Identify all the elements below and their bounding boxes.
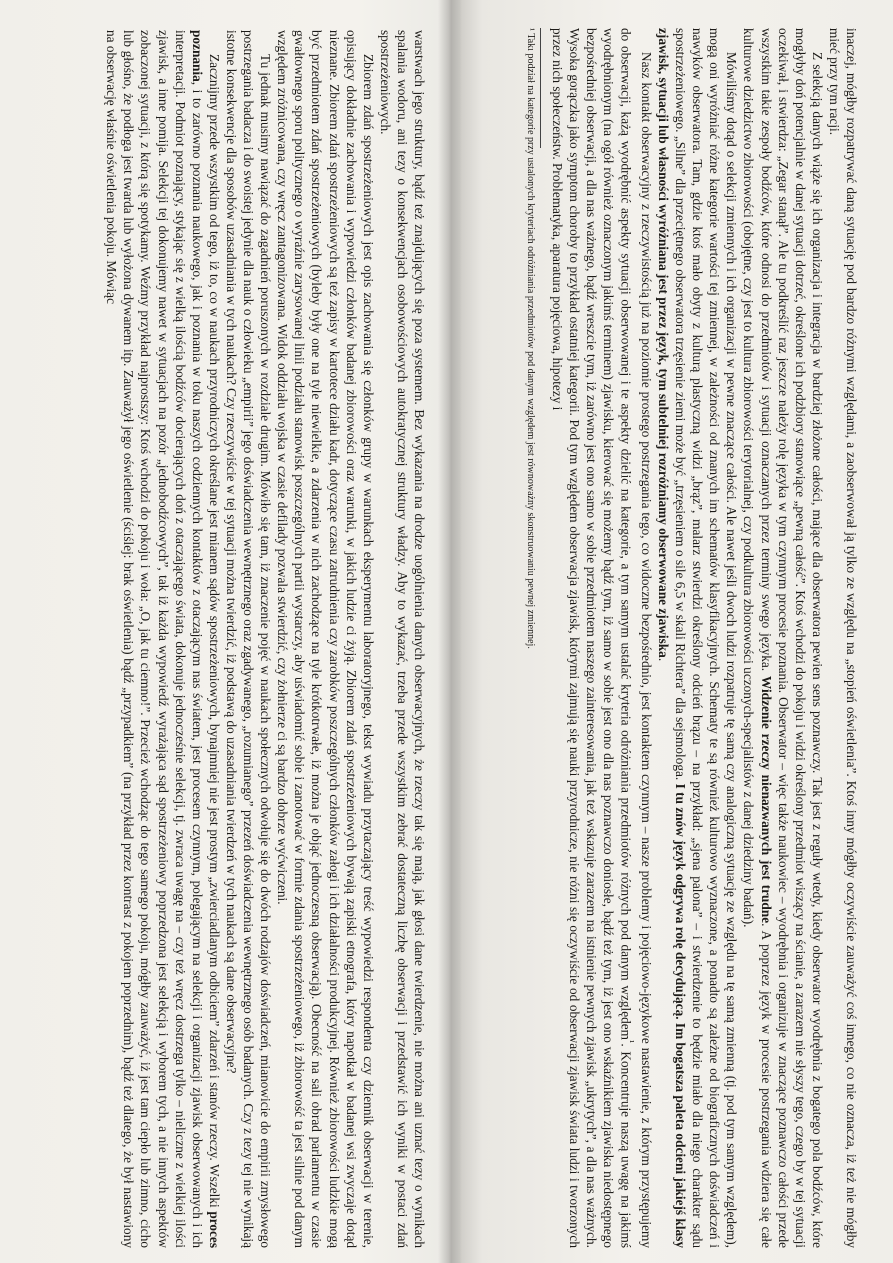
footnote: ¹ Takı podział na kategorie przy ustalonych kryteriach odróżniania przedmiotów pod danym względem jest równoważny skonstruowaniu pewnej zmiennej. <box>524 28 536 649</box>
bold-phrase: I tu znów język odgrywa rolę decydującą. Im bogatsza paleta odcieni jakiejś klasy zjawisk, sytuacji lub własności wyróżniana jest przez język, tym subtelniej rozróżniamy obserwowane zjawiska <box>655 28 689 1248</box>
text-run: warstwach jego struktury, bądź też znajdujących się poza systemem. Bez wykazania na drodze uogólnienia danych obserwacyjnych, że rzeczy tak się mają, jak głosi dane twierdzenie, nie można ani uznać tezy o wynikach spalania wodoru, ani tezy o konsekwencjach osobowościowych autokratycznej struktury władzy. Aby to wykazać, trzeba przede wszystkim zebrać dostateczną liczbę obserwacji i przedstawić ich wyniki w postaci zdań spostrzeżeniowych. <box>377 30 427 1248</box>
text-run: Zbiorem zdań spostrzeżeniowych jest opis zachowania się członków grupy w warunkach eksperymentu laboratoryjnego, tekst wywiadu przytaczający treść wypowiedzi respondenta czy dziennik obserwacji w terenie, opisujący dokładnie zachowania i wypowiedzi członków badanej zbiorowości oraz warunki, w jakich ludzie ci żyją. Zbiorem zdań spostrzeżeniowych bywają zapiski etnografa, który napotkał w badanej wsi zwyczaje dotąd nieznane. Zbiorem zdań spostrzeżeniowych są też zapisy w kartotece działu kadr, dotyczące czasu zatrudnienia czy zarobków poszczególnych członków załogi i ich działalności produkcyjnej. Również zbiorowości ludzkie mogą być przedmiotem zdań spostrzeżeniowych (byleby były one na tyle niewielkie, a zdarzenia w nich zachodzące na tyle krótkotrwałe, iż można je objąć jednoczesną obserwacją). Obecność na sali obrad parlamentu w czasie gwałtownego sporu politycznego o wyraźnie zarysowanej linii podziału stanowisk poszczególnych partii wystarczy, aby uświadomić sobie i zanotować w formie zdania spostrzeżeniowego, iż zbiorowość ta jest silnie pod danym względem zróżnicowana, czy wręcz zantagonizowana. Widok oddziału wojska w czasie defilady pozwala stwierdzić, czy żołnierze ci są bardzo dobrze wyćwiczeni. <box>275 30 376 1248</box>
body-paragraph <box>274 30 377 1248</box>
text-run: Mówiliśmy dotąd o selekcji zmiennych i ich organizacji w pewne znaczące całości. Ale nawet jeśli dwoch ludzi rozpatruje tę samą czy analogiczną sytuację ze względu na tę samą zmienną (tj. pod tym samym względem), mogą oni wyróżniać różne kategorie wartości tej zmiennej, w zależności od znanych im schematów klasyfikacyjnych. Schematy te są również kulturowo wyznaczone, a ponadto są zależne od biograficznych doświadczeń i nawyków obserwatora. Tam, gdzie ktoś mało obyty z kulturą plastyczną widzi „brąz”, malarz stwierdzi określony odcień brązu – na przykład: „sjena palona” – i stwierdzenie to będzie miało dla niego charakter sądu spostrzeżeniowego. „Silne” dla przeciętnego obserwatora trzęsienie ziemi może być „trzęsieniem o sile 6,5 w skali Richtera” dla sejsmologa. <box>673 28 740 1248</box>
text-run: . A poprzez język w procesie postrzegania wdziera się całe kulturowe dziedzictwo zbiorowości (obojętne, czy jest to kultura zbiorowości terytorialnej, czy podkultura zbiorowości uczonych-specjalistów z danej dziedziny badań). <box>741 28 774 1248</box>
body-paragraph <box>655 28 740 1248</box>
footnote-rule <box>540 28 541 148</box>
bold-phrase: proces poznania <box>189 30 222 1248</box>
body-paragraph <box>826 28 860 1248</box>
right-page <box>468 28 860 1248</box>
body-paragraph <box>377 30 428 1248</box>
body-paragraph <box>103 30 223 1248</box>
text-run: Nasz kontakt obserwacyjny z rzeczywistością już na poziomie prostego postrzegania tego, co widoczne bezpośrednio, jest kontaktem czynnym – nasze problemy i pojęciowo-językowe nastawienie, z którym przystępujemy do obserwacji, każą wyodrębnić aspekty sytuacji obserwowanej i te aspekty dzielić na kategorie, a tym samym ustalać kryteria odróżniania przedmiotów różnych pod danym względem <box>618 28 654 1248</box>
text-run: Zacznijmy przede wszystkim od tego, iż to, co w naukach przyrodniczych określane jest mianem sądów spostrzeżeniowych, bynajmniej nie jest prostym „zwierciadlanym odbiciem” zdarzeń i stanów rzeczy. Wszelki <box>206 54 222 1212</box>
text-run: , i to zarówno poznania naukowego, jak i poznania w toku naszych codziennych kontaktów z otaczającym nas światem, jest procesem czynnym, polegającym na selekcji i organizacji zjawisk obserwowanych i ich interpretacji. Podmiot poznający, stykając się z wielką ilością bodźców docierających doń z otaczającego świata, dokonuje jednocześnie selekcji, tj. zwraca uwagę na – czy też wręcz dostrzega tylko – nieliczne z wielkiej ilości zjawisk, a inne pomija. Selekcji tej dokonujemy nawet w sytuacjach na pozór „jednobodźcowych”, tak iż każda wypowiedź wyrażająca sąd spostrzeżeniowy poprzedzona jest selekcją i wyborem tych, a nie innych aspektów zobaczonej sytuacji, z którą się spotykamy. Weźmy przykład najprostszy: Ktoś wchodzi do pokoju i woła: „O, jak tu ciemno!”. Przecież wchodząc do tego samego pokoju, mógłby zauważyć, iż jest tam ciepło lub zimno, cicho lub głośno, że podłoga jest twarda lub wyłożona dywanem itp. Zauważył jego oświetlenie (ściślej: brak oświetlenia) bądź „przypadkiem” (na przykład przez kontrast z pokojem poprzednim), bądź też dlatego, że był nastawiony na obserwację właśnie oświetlenia pokoju. Mówiąc <box>104 30 205 1248</box>
text-run: . Koncentruje naszą uwagę na jakimś wyodrębnionym (na ogół również oznaczonym jakimś terminem) zjawisku, kierować się możemy bądź tym, iż samo w sobie jest ono dla nas poznawczo doniosłe, bądź też tym, iż jest ono wskaźnikiem zjawiska niedostępnego bezpośredniej obserwacji, a dla nas ważnego, bądź wreszcie tym, iż zarówno jest ono samo w sobie przedmiotem naszego zainteresowania, jak też wskazuje zarazem na istnienie pewnych zjawisk „ukrytych”, a dla nas ważnych. Wysoka gorączka jako symptom choroby to przykład ostatniej kategorii. Pod tym względem obserwacja zjawisk, którymi zajmują się nauki przyrodnicze, nie różni się oczywiście od obserwacji zjawisk świata ludzi i tworzonych przez nich społeczeństw. Problematyka, aparatura pojęciowa, hipotezy i <box>549 28 634 1248</box>
body-paragraph <box>740 28 825 1248</box>
text-run: Tu jednak musimy nawiązać do zagadnień poruszonych w rozdziale drugim. Mówiło się tam, iż znaczenie pojęć w naukach społecznych odwołuje się do dwóch rodzajów doświadczeń, mianowicie do empirii zmysłowego postrzegania badacza i do swoistej jedynie dla nauk o człowieku „empirii” jego doświadczenia wewnętrznego oraz zgadywanego, „rozumianego” przezeń doświadczenia wewnętrznego osób badanych. Czy z tezy tej nie wynikają istotne konsekwencje dla sposobów uzasadniania w tych naukach? Czy rzeczywiście w tej sytuacji można twierdzić, iż podstawą do uzasadniania twierdzeń w tych naukach są dane obserwacyjne? <box>223 30 274 1248</box>
body-paragraph <box>223 30 274 1248</box>
footnote-marker: ¹ <box>623 1040 636 1044</box>
bold-phrase: Widzenie rzeczy nienazwanych jest trudne <box>758 675 774 924</box>
left-page <box>12 30 428 1248</box>
body-paragraph <box>549 28 655 1248</box>
text-run: . <box>655 657 671 662</box>
text-run: inaczej, mógłby rozpatrywać daną sytuację pod bardzo różnymi względami, a zaobserwował ją tylko ze względu na „stopień oświetlenia”. Ktoś inny mógłby oczywiście zauważyć coś innego, co nie oznacza, iż też nie mógłby mieć przy tym racji. <box>826 28 859 1248</box>
text-run: Z selekcją danych wiąże się ich organizacja i integracja w bardziej złożone całości, mające dla obserwatora pewien sens poznawczy. Tak jest z reguły wtedy, kiedy obserwator wyodrębnia z bogatego pola bodźców, które mogłyby doń potencjalnie w danej sytuacji dotrzeć, określone ich podzbiory stanowiące „pewną całość”. Ktoś wchodzi do pokoju i widzi określony przedmiot wiszący na ścianie, a zarazem nie słyszy tego, czego by w tej sytuacji oczekiwał, i stwierdza: „Zegar stanął”. Ale tu podkreślić raz jeszcze należy rolę języka w tym czynnym procesie poznania. Obserwator – więc także naukowiec – wyodrębnia i organizuje w znaczące poznawczo całości przede wszystkim takie zespoły bodźców, które odnosi do przedmiotów i sytuacji oznaczanych przez terminy swego języka. <box>758 28 825 1248</box>
book-spine-shadow <box>438 0 462 1263</box>
